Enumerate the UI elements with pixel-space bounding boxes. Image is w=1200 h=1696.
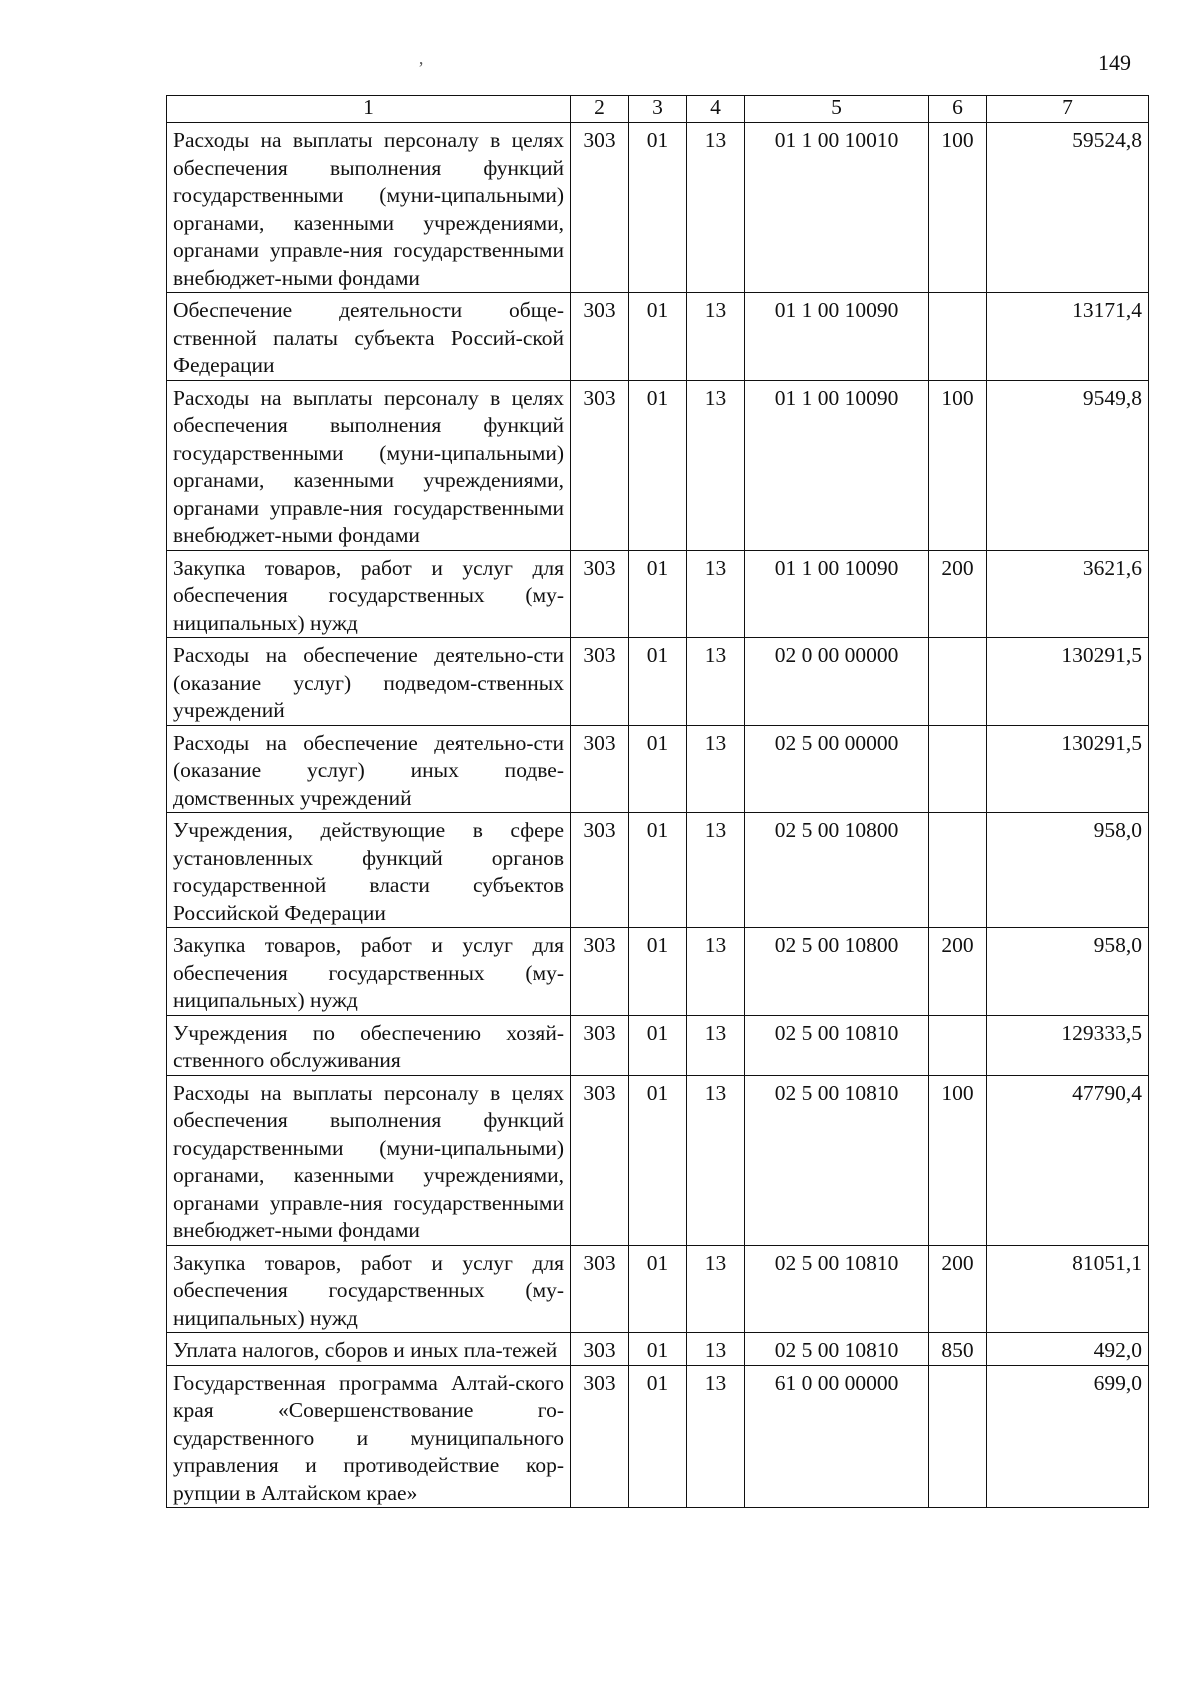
subsection-code-cell: 13	[687, 928, 745, 1016]
table-row	[167, 638, 1149, 726]
expense-type-cell	[929, 293, 987, 381]
amount-cell: 47790,4	[987, 1075, 1149, 1245]
amount-cell: 129333,5	[987, 1015, 1149, 1075]
target-article-cell: 01 1 00 10090	[745, 550, 929, 638]
section-code-cell: 01	[629, 638, 687, 726]
page-number: 149	[1098, 50, 1131, 75]
ministry-code-cell: 303	[571, 123, 629, 293]
subsection-code-cell: 13	[687, 293, 745, 381]
amount-cell: 130291,5	[987, 638, 1149, 726]
expense-type-cell	[929, 1015, 987, 1075]
target-article-cell: 02 5 00 10810	[745, 1245, 929, 1333]
section-code-cell: 01	[629, 123, 687, 293]
table-row	[167, 293, 1149, 381]
header-row	[167, 96, 1149, 123]
scan-artifact-mark: ʼ	[418, 58, 424, 78]
amount-cell: 958,0	[987, 813, 1149, 928]
row-name-cell: Учреждения, действующие в сфере установленных функций органов государственной власти субъектов Российской Федерации	[167, 813, 571, 928]
table-row	[167, 1075, 1149, 1245]
column-header: 3	[629, 96, 687, 123]
row-name-cell: Уплата налогов, сборов и иных пла-тежей	[167, 1333, 571, 1366]
row-name-cell: Расходы на выплаты персоналу в целях обеспечения выполнения функций государственными (муни-ципальными) органами, казенными учреждениями, органами управле-ния государственными внебюджет-ными фондами	[167, 123, 571, 293]
table-row	[167, 550, 1149, 638]
amount-cell: 9549,8	[987, 380, 1149, 550]
expense-type-cell: 200	[929, 1245, 987, 1333]
target-article-cell: 01 1 00 10090	[745, 380, 929, 550]
expense-type-cell: 850	[929, 1333, 987, 1366]
section-code-cell: 01	[629, 725, 687, 813]
expense-type-cell: 200	[929, 928, 987, 1016]
section-code-cell: 01	[629, 928, 687, 1016]
row-name-cell: Расходы на обеспечение деятельно-сти (оказание услуг) подведом-ственных учреждений	[167, 638, 571, 726]
subsection-code-cell: 13	[687, 1015, 745, 1075]
subsection-code-cell: 13	[687, 638, 745, 726]
section-code-cell: 01	[629, 550, 687, 638]
row-name-cell: Расходы на выплаты персоналу в целях обеспечения выполнения функций государственными (муни-ципальными) органами, казенными учреждениями, органами управле-ния государственными внебюджет-ными фондами	[167, 1075, 571, 1245]
ministry-code-cell: 303	[571, 293, 629, 381]
section-code-cell: 01	[629, 813, 687, 928]
row-name-cell: Расходы на обеспечение деятельно-сти (оказание услуг) иных подве-домственных учреждений	[167, 725, 571, 813]
table-row	[167, 928, 1149, 1016]
target-article-cell: 02 5 00 00000	[745, 725, 929, 813]
expense-type-cell	[929, 638, 987, 726]
row-name-cell: Закупка товаров, работ и услуг для обеспечения государственных (му-ниципальных) нужд	[167, 1245, 571, 1333]
row-name-cell: Расходы на выплаты персоналу в целях обеспечения выполнения функций государственными (муни-ципальными) органами, казенными учреждениями, органами управле-ния государственными внебюджет-ными фондами	[167, 380, 571, 550]
target-article-cell: 02 5 00 10810	[745, 1333, 929, 1366]
amount-cell: 699,0	[987, 1365, 1149, 1508]
subsection-code-cell: 13	[687, 1075, 745, 1245]
section-code-cell: 01	[629, 1245, 687, 1333]
row-name-cell: Закупка товаров, работ и услуг для обеспечения государственных (му-ниципальных) нужд	[167, 928, 571, 1016]
subsection-code-cell: 13	[687, 123, 745, 293]
expense-type-cell: 100	[929, 1075, 987, 1245]
row-name-cell: Обеспечение деятельности обще-ственной палаты субъекта Россий-ской Федерации	[167, 293, 571, 381]
ministry-code-cell: 303	[571, 380, 629, 550]
expense-type-cell: 200	[929, 550, 987, 638]
table-row	[167, 380, 1149, 550]
row-name-cell: Закупка товаров, работ и услуг для обеспечения государственных (му-ниципальных) нужд	[167, 550, 571, 638]
ministry-code-cell: 303	[571, 725, 629, 813]
section-code-cell: 01	[629, 380, 687, 550]
table-row	[167, 1365, 1149, 1508]
target-article-cell: 02 0 00 00000	[745, 638, 929, 726]
amount-cell: 13171,4	[987, 293, 1149, 381]
target-article-cell: 61 0 00 00000	[745, 1365, 929, 1508]
table-row	[167, 1245, 1149, 1333]
subsection-code-cell: 13	[687, 550, 745, 638]
amount-cell: 958,0	[987, 928, 1149, 1016]
ministry-code-cell: 303	[571, 813, 629, 928]
section-code-cell: 01	[629, 1075, 687, 1245]
table-row	[167, 123, 1149, 293]
section-code-cell: 01	[629, 1365, 687, 1508]
target-article-cell: 02 5 00 10800	[745, 813, 929, 928]
ministry-code-cell: 303	[571, 928, 629, 1016]
section-code-cell: 01	[629, 293, 687, 381]
expense-type-cell	[929, 813, 987, 928]
subsection-code-cell: 13	[687, 813, 745, 928]
ministry-code-cell: 303	[571, 638, 629, 726]
expense-type-cell	[929, 725, 987, 813]
column-header: 7	[987, 96, 1149, 123]
section-code-cell: 01	[629, 1015, 687, 1075]
subsection-code-cell: 13	[687, 1245, 745, 1333]
section-code-cell: 01	[629, 1333, 687, 1366]
subsection-code-cell: 13	[687, 380, 745, 550]
expense-type-cell: 100	[929, 123, 987, 293]
amount-cell: 81051,1	[987, 1245, 1149, 1333]
ministry-code-cell: 303	[571, 550, 629, 638]
amount-cell: 130291,5	[987, 725, 1149, 813]
ministry-code-cell: 303	[571, 1015, 629, 1075]
subsection-code-cell: 13	[687, 725, 745, 813]
row-name-cell: Государственная программа Алтай-ского края «Совершенствование го-сударственного и муниципального управления и противодействие кор-рупции в Алтайском крае»	[167, 1365, 571, 1508]
target-article-cell: 02 5 00 10810	[745, 1015, 929, 1075]
column-header: 4	[687, 96, 745, 123]
budget-table	[166, 95, 1149, 1508]
subsection-code-cell: 13	[687, 1365, 745, 1508]
amount-cell: 492,0	[987, 1333, 1149, 1366]
row-name-cell: Учреждения по обеспечению хозяй-ственного обслуживания	[167, 1015, 571, 1075]
ministry-code-cell: 303	[571, 1365, 629, 1508]
table-row	[167, 725, 1149, 813]
ministry-code-cell: 303	[571, 1245, 629, 1333]
target-article-cell: 02 5 00 10810	[745, 1075, 929, 1245]
table-row	[167, 813, 1149, 928]
target-article-cell: 01 1 00 10090	[745, 293, 929, 381]
expense-type-cell: 100	[929, 380, 987, 550]
ministry-code-cell: 303	[571, 1075, 629, 1245]
column-header: 1	[167, 96, 571, 123]
table-row	[167, 1015, 1149, 1075]
target-article-cell: 01 1 00 10010	[745, 123, 929, 293]
column-header: 6	[929, 96, 987, 123]
column-header: 2	[571, 96, 629, 123]
column-header: 5	[745, 96, 929, 123]
subsection-code-cell: 13	[687, 1333, 745, 1366]
target-article-cell: 02 5 00 10800	[745, 928, 929, 1016]
amount-cell: 59524,8	[987, 123, 1149, 293]
amount-cell: 3621,6	[987, 550, 1149, 638]
ministry-code-cell: 303	[571, 1333, 629, 1366]
expense-type-cell	[929, 1365, 987, 1508]
table-row	[167, 1333, 1149, 1366]
